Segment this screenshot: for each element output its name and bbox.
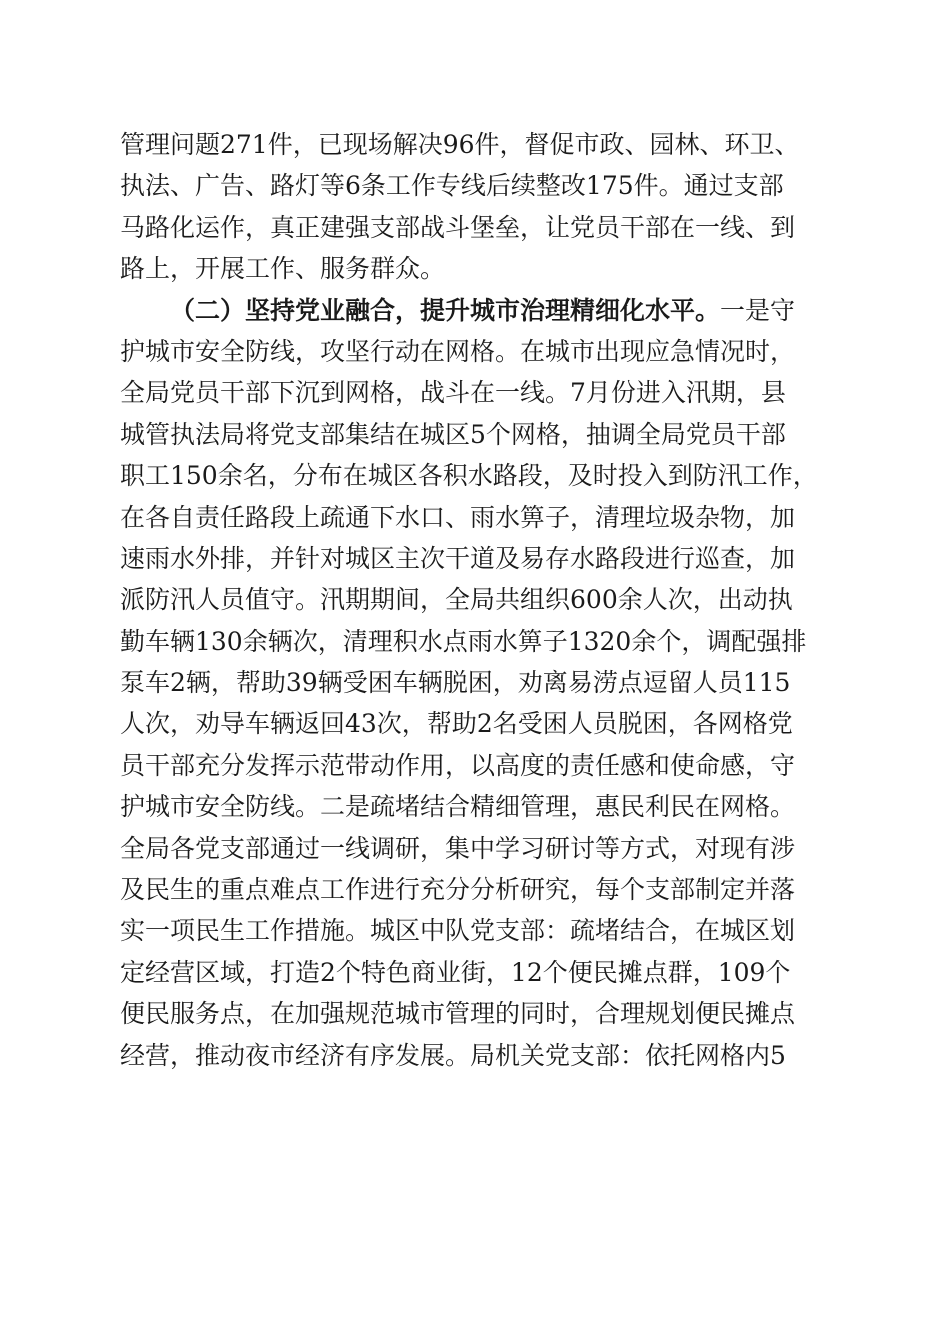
text-line: 实一项民生工作措施。城区中队党支部：疏堵结合，在城区划 (120, 916, 796, 946)
paragraph-1 (120, 124, 830, 290)
paragraph-2 (120, 290, 830, 1076)
text-line: 及民生的重点难点工作进行充分分析研究，每个支部制定并落 (120, 875, 796, 905)
text-line: 管理问题271件，已现场解决96件，督促市政、园林、环卫、 (120, 130, 800, 159)
section-heading: （二）坚持党业融合，提升城市治理精细化水平。 (170, 295, 721, 325)
text-line: 勤车辆130余辆次，清理积水点雨水箅子1320余个，调配强排 (120, 626, 807, 656)
text-line: 路上，开展工作、服务群众。 (120, 254, 446, 284)
text-line: 职工150余名，分布在城区各积水路段，及时投入到防汛工作， (120, 461, 818, 491)
text-line: 全局党员干部下沉到网格，战斗在一线。7月份进入汛期，县 (120, 378, 786, 408)
text-line: 马路化运作，真正建强支部战斗堡垒，让党员干部在一线、到 (120, 212, 796, 242)
text-line: 人次，劝导车辆返回43次，帮助2名受困人员脱困，各网格党 (120, 709, 793, 739)
text-line: 护城市安全防线。二是疏堵结合精细管理，惠民利民在网格。 (120, 792, 796, 822)
text-line: 护城市安全防线，攻坚行动在网格。在城市出现应急情况时， (120, 336, 796, 366)
heading-line-rest: 一是守 (720, 295, 796, 325)
text-line: 速雨水外排，并针对城区主次干道及易存水路段进行巡查，加 (120, 543, 796, 573)
text-line: 便民服务点，在加强规范城市管理的同时，合理规划便民摊点 (120, 999, 796, 1029)
text-line: 执法、广告、路灯等6条工作专线后续整改175件。通过支部 (120, 171, 784, 201)
text-line: 全局各党支部通过一线调研，集中学习研讨等方式，对现有涉 (120, 833, 796, 863)
text-line: 在各自责任路段上疏通下水口、雨水箅子，清理垃圾杂物，加 (120, 502, 796, 532)
text-line: 城管执法局将党支部集结在城区5个网格，抽调全局党员干部 (120, 419, 786, 449)
text-line: 派防汛人员值守。汛期期间，全局共组织600余人次，出动执 (120, 585, 793, 615)
text-line: 经营，推动夜市经济有序发展。局机关党支部：依托网格内5 (120, 1040, 786, 1070)
document-page (120, 124, 830, 1076)
text-line: 定经营区域，打造2个特色商业街，12个便民摊点群，109个 (120, 957, 791, 987)
text-line: 员干部充分发挥示范带动作用，以高度的责任感和使命感，守 (120, 750, 796, 780)
text-line-with-heading (120, 290, 830, 331)
text-line: 泵车2辆，帮助39辆受困车辆脱困，劝离易涝点逗留人员115 (120, 668, 791, 698)
